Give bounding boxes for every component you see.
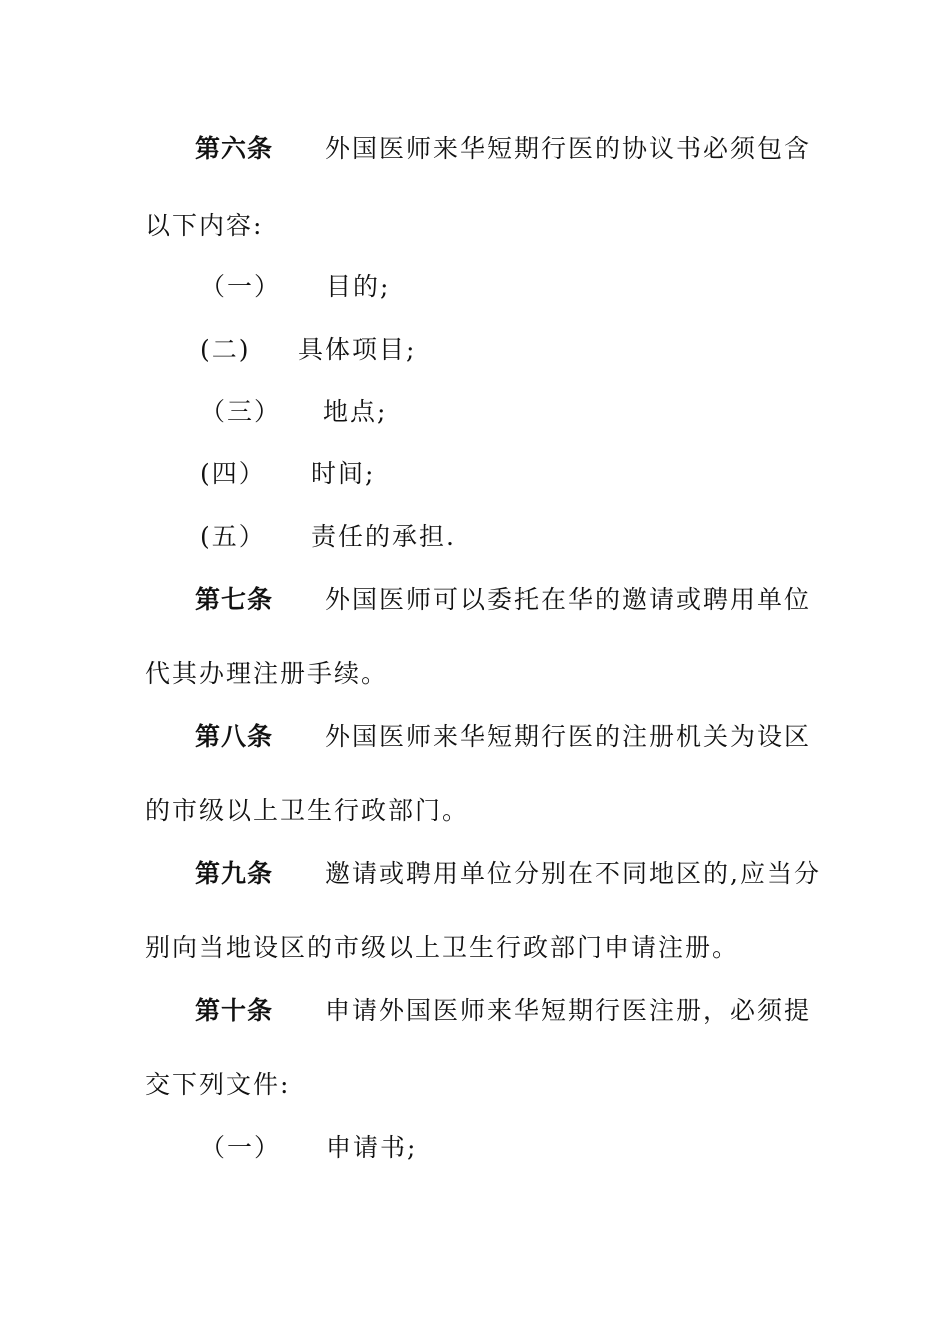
article-8 — [195, 722, 273, 752]
list-item-number: (二) — [200, 335, 251, 364]
list-item-text: 目的; — [326, 272, 391, 301]
list-item-number: (五） — [200, 522, 266, 551]
article-heading: 第六条 — [195, 134, 274, 163]
article-9 — [195, 859, 273, 889]
article-heading: 第七条 — [195, 585, 274, 614]
article-9-line-2: 别向当地设区的市级以上卫生行政部门申请注册。 — [145, 933, 740, 962]
list-item-text: 具体项目; — [298, 335, 417, 364]
article-8-line-1: 外国医师来华短期行医的注册机关为设区 — [325, 722, 812, 751]
list-item-text: 地点; — [323, 397, 388, 426]
article-heading: 第九条 — [195, 859, 274, 888]
list-item-text: 责任的承担. — [311, 522, 456, 551]
article-6-line-1: 外国医师来华短期行医的协议书必须包含 — [325, 134, 812, 163]
article-6 — [195, 134, 273, 164]
list-item-text: 时间; — [311, 459, 376, 488]
article-10 — [195, 996, 273, 1026]
article-9-line-1: 邀请或聘用单位分别在不同地区的,应当分 — [325, 859, 821, 888]
list-item-number: （一） — [200, 1133, 282, 1162]
article-6-line-2: 以下内容: — [145, 211, 264, 240]
article-heading: 第十条 — [195, 996, 274, 1025]
article-10-line-1: 申请外国医师来华短期行医注册，必须提 — [325, 996, 812, 1025]
list-item-number: (四） — [200, 459, 266, 488]
article-heading: 第八条 — [195, 722, 274, 751]
list-item-text: 申请书; — [326, 1133, 418, 1162]
list-item-number: （三） — [200, 397, 282, 426]
article-7-line-2: 代其办理注册手续。 — [145, 659, 389, 688]
list-item-number: （一） — [200, 272, 282, 301]
article-8-line-2: 的市级以上卫生行政部门。 — [145, 796, 470, 825]
article-10-line-2: 交下列文件: — [145, 1070, 291, 1099]
article-7-line-1: 外国医师可以委托在华的邀请或聘用单位 — [325, 585, 812, 614]
article-7 — [195, 585, 273, 615]
